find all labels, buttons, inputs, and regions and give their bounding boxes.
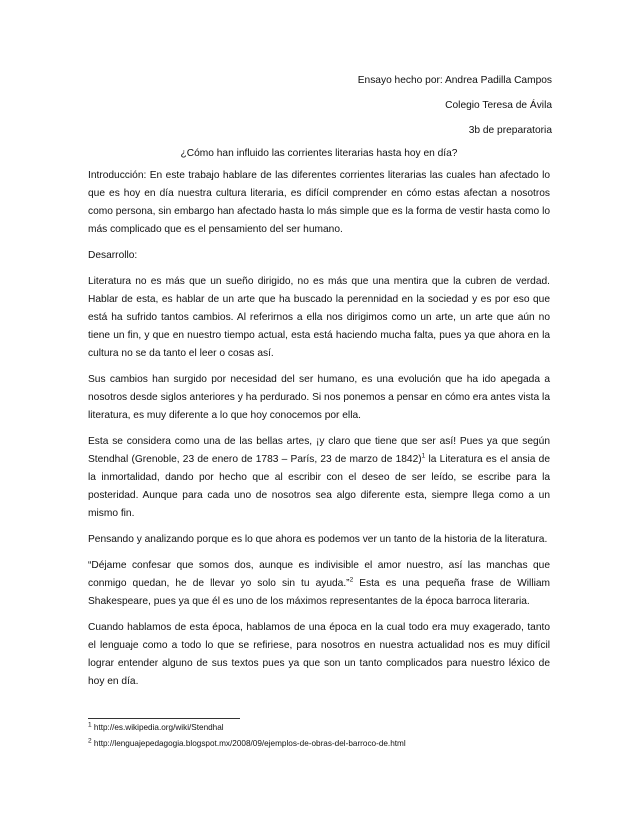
footnote-ref: 2 [349, 576, 354, 584]
intro-paragraph: Introducción: En este trabajo hablare de las diferentes corrientes literarias las cuales han afectado lo que es hoy en día nuestra cultura literaria, es difícil comprender en cómo estas afectan a nosotros como persona, sin embargo han afectado hasta lo más simple que es la forma de vestir hasta como lo más complicado que es el pensamiento del ser humano. [88, 170, 550, 235]
footnote-number: 1 [88, 721, 92, 729]
footnote-1 [88, 723, 224, 732]
essay-body [88, 167, 550, 699]
body-paragraph [88, 433, 550, 523]
body-paragraph: Cuando hablamos de esta época, hablamos de una época en la cual todo era muy exagerado, tanto el lenguaje como a todo lo que se refiriese, para nosotros en nuestra actualidad nos es muy difícil lograr entender alguno de sus textos pues ya que son un tanto complicados para nuestro léxico de hoy en día. [88, 622, 550, 687]
footnote-2 [88, 739, 406, 748]
body-paragraph [88, 557, 550, 611]
body-paragraph: Literatura no es más que un sueño dirigido, no es más que una mentira que la cubren de verdad. Hablar de esta, es hablar de un arte que ha buscado la perennidad en la sociedad y es por eso que está ha sufrido tantos cambios. Al referirnos a ella nos dirigimos como un arte, un arte que aún no tiene un fin, y que en nuestro tiempo actual, esta está haciendo mucha falta, pues ya que ahora en la cultura no se da tanto el leer o cosas así. [88, 276, 550, 359]
grade-line: 3b de preparatoria [468, 125, 552, 136]
author-line: Ensayo hecho por: Andrea Padilla Campos [357, 75, 552, 86]
quote-text: “Déjame confesar que somos dos, aunque es indivisible el amor nuestro, así las manchas que conmigo quedan, he de llevar yo solo sin tu ayuda.” [88, 560, 550, 589]
paragraph-text: Esta se considera como una de las bellas artes, ¡y claro que tiene que ser así! Pues ya que según Stendhal (Grenoble, 23 de enero de 1783 – París, 23 de marzo de 1842) [88, 436, 550, 465]
footnote-ref: 1 [421, 452, 426, 460]
body-paragraph: Pensando y analizando porque es lo que ahora es podemos ver un tanto de la historia de la literatura. [88, 534, 548, 545]
footnote-link[interactable]: http://lenguajepedagogia.blogspot.mx/2008/09/ejemplos-de-obras-del-barroco-de.html [91, 739, 406, 748]
footnote-separator [88, 718, 240, 719]
essay-title: ¿Cómo han influido las corrientes literarias hasta hoy en día? [180, 148, 458, 159]
footnote-number: 2 [88, 737, 92, 745]
paragraph-text: la Literatura es el ansia de la inmortalidad, dando por hecho que al escribir con el deseo de ser leído, se escribe para la posteridad. Aunque para cada uno de nosotros sea algo diferente esta, siempre llega como a un mismo fin. [88, 454, 550, 519]
body-paragraph: Sus cambios han surgido por necesidad del ser humano, es una evolución que ha ido apegada a nosotros desde siglos anteriores y ha perdurado. Si nos ponemos a pensar en cómo era antes vista la literatura, es muy diferente a lo que hoy conocemos por ella. [88, 374, 550, 421]
paragraph-text: Esta es una pequeña frase de William Shakespeare, pues ya que él es uno de los máximos representantes de la época barroca literaria. [88, 578, 550, 607]
footnote-link[interactable]: http://es.wikipedia.org/wiki/Stendhal [91, 723, 224, 732]
section-heading: Desarrollo: [88, 250, 138, 261]
school-line: Colegio Teresa de Ávila [445, 100, 552, 111]
